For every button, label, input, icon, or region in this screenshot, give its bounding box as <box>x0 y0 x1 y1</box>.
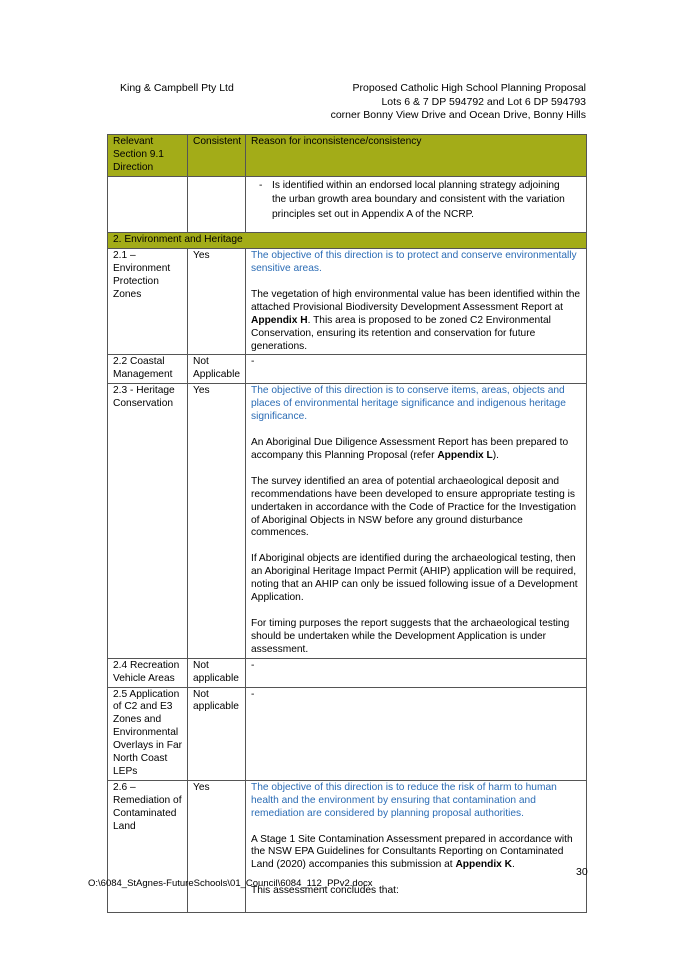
section-cell: 2.2 Coastal Management <box>108 355 188 384</box>
header-title: Proposed Catholic High School Planning Proposal <box>352 82 586 94</box>
reason-paragraph: The survey identified an area of potential archaeological deposit and recommendations have been developed to ensure appropriate testing is undertaken in accordance with the Code of Practice for the Investigation of Aboriginal Objects in NSW before any ground disturbance commences. <box>251 475 577 539</box>
column-header-consistent: Consistent <box>188 135 246 177</box>
reason-paragraph: An Aboriginal Due Diligence Assessment Report has been prepared to accompany this Planning Proposal (refer Appendix L). <box>251 437 569 461</box>
consistent-cell: Not Applicable <box>188 355 246 384</box>
reason-cell: - <box>246 687 587 780</box>
reason-paragraph: For timing purposes the report suggests that the archaeological testing should be undertaken while the Development Application is under assessment. <box>251 617 570 655</box>
table-row <box>108 249 587 355</box>
reason-cell: - <box>246 355 587 384</box>
objective-text: The objective of this direction is to reduce the risk of harm to human health and the environment by ensuring that contamination and remediation are considered by planning proposal authorities. <box>251 781 557 819</box>
column-header-section: Relevant Section 9.1 Direction <box>108 135 188 177</box>
section-cell: 2.5 Application of C2 and E3 Zones and Environmental Overlays in Far North Coast LEPs <box>108 687 188 780</box>
section-cell: 2.6 – Remediation of Contaminated Land <box>108 780 188 912</box>
reason-cell: - <box>246 658 587 687</box>
consistent-cell: Not applicable <box>188 687 246 780</box>
objective-text: The objective of this direction is to protect and conserve environmentally sensitive areas. <box>251 250 577 275</box>
consistent-cell: Not applicable <box>188 658 246 687</box>
page-number: 30 <box>576 866 588 878</box>
column-header-reason: Reason for inconsistence/consistency <box>246 135 587 177</box>
section-heading-row <box>108 233 587 249</box>
reason-cell <box>246 249 587 355</box>
reason-paragraph: This assessment concludes that: <box>251 885 399 897</box>
table-row <box>108 687 587 780</box>
table-row <box>108 384 587 658</box>
direction-table <box>107 134 587 913</box>
section-cell: 2.3 - Heritage Conservation <box>108 384 188 658</box>
section-heading: 2. Environment and Heritage <box>113 234 243 246</box>
header-address: corner Bonny View Drive and Ocean Drive, Bonny Hills <box>330 109 586 121</box>
table-row <box>108 355 587 384</box>
table-row <box>108 658 587 687</box>
file-path: O:\6084_StAgnes-FutureSchools\01_Council\6084_112_PPv2.docx <box>88 878 373 889</box>
header-project <box>331 82 586 123</box>
bullet-item <box>251 178 582 223</box>
header-company: King & Campbell Pty Ltd <box>120 82 234 94</box>
header-lots: Lots 6 & 7 DP 594792 and Lot 6 DP 594793 <box>381 95 586 108</box>
objective-text: The objective of this direction is to conserve items, areas, objects and places of environmental heritage significance and indigenous heritage significance. <box>251 385 566 423</box>
table-header-row <box>108 135 587 177</box>
reason-paragraph: A Stage 1 Site Contamination Assessment prepared in accordance with the NSW EPA Guidelines for Consultants Reporting on Contaminated Land (2020) accompanies this submission at Appendix K. <box>251 833 573 871</box>
table-row <box>108 176 587 233</box>
bullet-text: Is identified within an endorsed local planning strategy adjoining the urban growth area boundary and consistent with the variation principles set out in Appendix A of the NCRP. <box>272 179 565 220</box>
consistent-cell: Yes <box>188 780 246 912</box>
appendix-ref: Appendix K <box>455 859 513 871</box>
table-row <box>108 780 587 912</box>
reason-cell <box>246 780 587 912</box>
section-cell: 2.1 – Environment Protection Zones <box>108 249 188 355</box>
reason-cell <box>246 384 587 658</box>
bullet-dash: - <box>259 179 263 191</box>
reason-paragraph: The vegetation of high environmental value has been identified within the attached Provisional Biodiversity Development Assessment Report at Appendix H. This area is proposed to be zoned C2 Environmental Conservation, ensuring its retention and conservation for future generations. <box>251 288 581 352</box>
reason-paragraph: If Aboriginal objects are identified during the archaeological testing, then an Aboriginal Heritage Impact Permit (AHIP) application will be required, noting that an AHIP can only be issued following issue of a Development Application. <box>251 553 578 604</box>
consistent-cell: Yes <box>188 384 246 658</box>
consistent-cell: Yes <box>188 249 246 355</box>
section-cell: 2.4 Recreation Vehicle Areas <box>108 658 188 687</box>
appendix-ref: Appendix H <box>251 314 308 326</box>
appendix-ref: Appendix L <box>437 449 493 461</box>
